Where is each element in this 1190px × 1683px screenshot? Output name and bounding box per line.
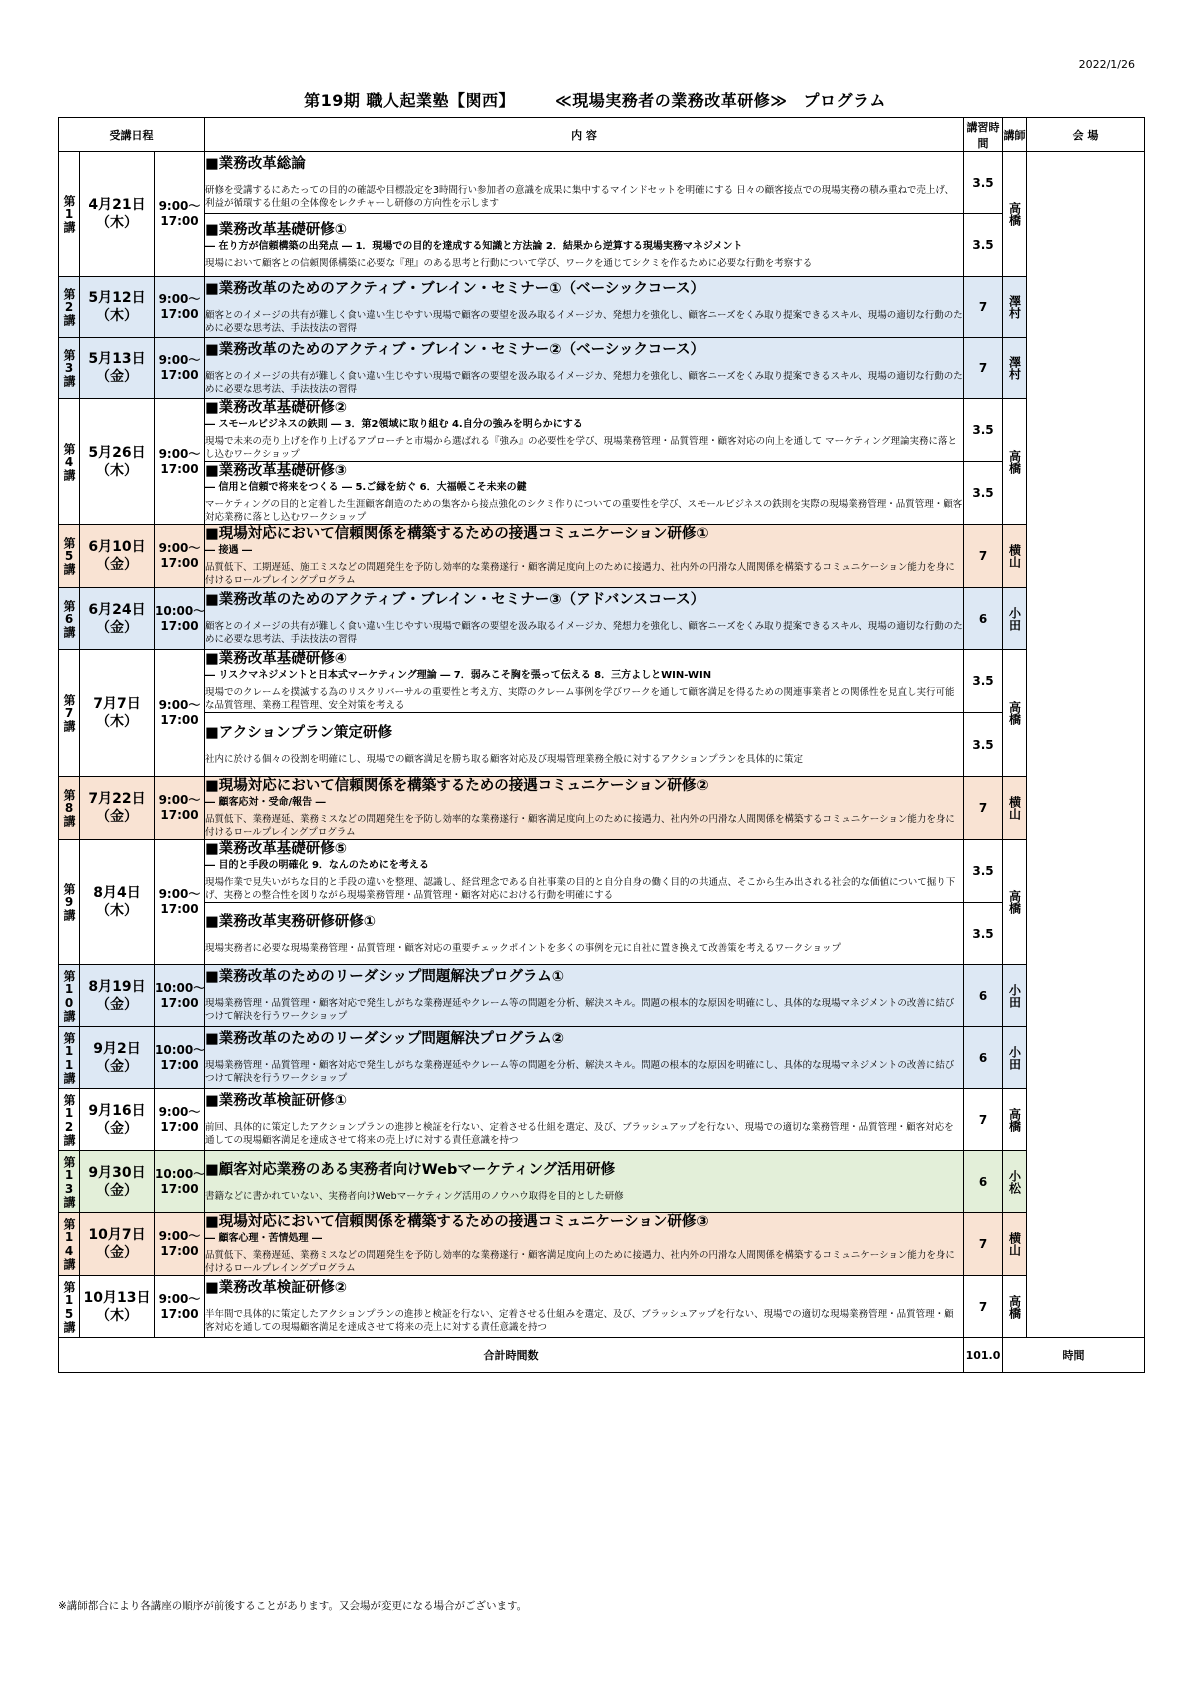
session-description: 現場業務管理・品質管理・顧客対応で発生しがちな業務遅延やクレーム等の問題を分析、解決スキル。問題の根本的な原因を明確にし、具体的な現場マネジメントの改善に結びつけて解決を行うワークショップ	[205, 998, 955, 1022]
session-title: ■アクションプラン策定研修	[205, 724, 392, 741]
session-content	[205, 1276, 964, 1338]
lecture-instructor: 高橋	[1003, 840, 1027, 965]
session-description: 品質低下、業務遅延、業務ミスなどの問題発生を予防し効率的な業務遂行・顧客満足度向上のために接遇力、社内外の円滑な人間関係を構築するコミュニケーション能力を身に付けるロールプレイングプログラム	[205, 1250, 955, 1274]
session-hours: 3.5	[964, 903, 1003, 965]
session-description: マーケティングの目的と定着した生涯顧客創造のための集客から接点強化のシクミ作りについての重要性を学び、スモールビジネスの鉄則を実際の現場業務管理・品質管理・顧客対応業務に落とし込むワークショップ	[205, 499, 963, 523]
lecture-instructor: 澤村	[1003, 277, 1027, 338]
lecture-date: 8月4日	[93, 885, 141, 901]
session-row	[59, 903, 1145, 965]
lecture-instructor: 高橋	[1003, 650, 1027, 777]
lecture-number: 第4講	[59, 399, 80, 525]
lecture-time: 9:00〜17:00	[155, 1213, 205, 1276]
session-title: ■業務改革基礎研修③	[205, 463, 347, 479]
lecture-date-cell	[80, 399, 155, 525]
session-hours: 6	[964, 1151, 1003, 1213]
lecture-time: 10:00〜17:00	[155, 1151, 205, 1213]
session-title: ■業務改革実務研修研修①	[205, 913, 376, 930]
session-hours: 7	[964, 777, 1003, 840]
session-hours: 3.5	[964, 840, 1003, 903]
total-row	[59, 1338, 1145, 1373]
lecture-day: （金）	[96, 1120, 138, 1137]
footnote: ※講師都合により各講座の順序が前後することがあります。又会場が変更になる場合がございます。	[58, 1600, 528, 1612]
session-hours: 3.5	[964, 462, 1003, 525]
lecture-date-cell	[80, 1089, 155, 1151]
lecture-date-cell	[80, 1027, 155, 1089]
session-hours: 6	[964, 965, 1003, 1027]
lecture-date: 6月24日	[88, 601, 146, 618]
lecture-day: （木）	[96, 903, 138, 919]
lecture-instructor: 小田	[1003, 965, 1027, 1027]
session-content	[205, 1027, 964, 1089]
title-part1: 第19期 職人起業塾【関西】	[304, 91, 515, 110]
lecture-day: （金）	[96, 1245, 138, 1261]
lecture-number: 第14講	[59, 1213, 80, 1276]
lecture-day: （金）	[96, 996, 138, 1013]
lecture-date-cell	[80, 338, 155, 399]
session-title: ■業務改革基礎研修⑤	[205, 841, 347, 857]
lecture-date: 9月2日	[93, 1040, 141, 1057]
lecture-instructor: 高橋	[1003, 399, 1027, 525]
session-title: ■業務改革基礎研修④	[205, 651, 347, 667]
total-label: 合計時間数	[59, 1338, 964, 1373]
session-title: ■業務改革検証研修①	[205, 1093, 347, 1109]
session-title: ■業務改革のためのリーダシップ問題解決プログラム①	[205, 969, 565, 985]
session-content	[205, 1213, 964, 1276]
lecture-instructor: 澤村	[1003, 338, 1027, 399]
lecture-number: 第2講	[59, 277, 80, 338]
lecture-number: 第15講	[59, 1276, 80, 1338]
session-description: 書籍などに書かれていない、実務者向けWebマーケティング活用のノウハウ取得を目的とした研修	[205, 1190, 624, 1202]
session-content	[205, 399, 964, 462]
session-hours: 6	[964, 1027, 1003, 1089]
session-content	[205, 525, 964, 588]
session-description: 半年間で具体的に策定したアクションプランの進捗と検証を行ない、定着させる仕組みを選定、及び、ブラッシュアップを行ない、現場での適切な現場業務管理・品質管理・顧客対応を通しての現場顧客満足を達成させて将来の売上に対する責任意識を持つ	[205, 1309, 954, 1333]
page-title	[0, 88, 1190, 111]
lecture-number: 第9講	[59, 840, 80, 965]
lecture-date-cell	[80, 840, 155, 965]
lecture-instructor: 小松	[1003, 1151, 1027, 1213]
lecture-time: 9:00〜17:00	[155, 840, 205, 965]
lecture-date-cell	[80, 588, 155, 650]
lecture-date-cell	[80, 965, 155, 1027]
session-content	[205, 277, 964, 338]
lecture-number: 第7講	[59, 650, 80, 777]
lecture-date: 8月19日	[88, 978, 146, 995]
lecture-date: 9月16日	[88, 1102, 146, 1119]
session-title: ■業務改革基礎研修②	[205, 400, 347, 416]
session-hours: 7	[964, 338, 1003, 399]
lecture-number: 第12講	[59, 1089, 80, 1151]
session-row	[59, 1151, 1145, 1213]
session-subtitle: ― スモールビジネスの鉄則 ― 3．第2領域に取り組む 4.自分の強みを明らかにする	[205, 419, 583, 430]
session-row	[59, 965, 1145, 1027]
lecture-time: 9:00〜17:00	[155, 1276, 205, 1338]
session-description: 顧客とのイメージの共有が難しく食い違い生じやすい現場で顧客の要望を汲み取るイメージカ、発想力を強化し、顧客ニーズをくみ取り提案できるスキル、現場の適切な行動のために必要な思考法、手法技法の習得	[205, 309, 963, 334]
lecture-date-cell	[80, 277, 155, 338]
session-title: ■業務改革のためのリーダシップ問題解決プログラム②	[205, 1031, 565, 1047]
header-content: 内 容	[205, 118, 964, 152]
session-description: 研修を受講するにあたっての目的の確認や目標設定を3時間行い参加者の意識を成果に集中するマインドセットを明確にする 日々の顧客接点での現場実務の積み重ねで売上げ、利益が循環する仕組の全体像をレクチャーし研修の方向性を示します	[205, 185, 954, 209]
lecture-number: 第3講	[59, 338, 80, 399]
lecture-number: 第11講	[59, 1027, 80, 1089]
lecture-instructor: 横山	[1003, 525, 1027, 588]
lecture-time: 9:00〜17:00	[155, 525, 205, 588]
lecture-date-cell	[80, 525, 155, 588]
session-content	[205, 214, 964, 277]
lecture-number: 第1講	[59, 152, 80, 277]
session-row	[59, 462, 1145, 525]
session-hours: 7	[964, 277, 1003, 338]
session-subtitle: ― 接遇 ―	[205, 545, 252, 556]
session-content	[205, 903, 964, 965]
session-title: ■現場対応において信頼関係を構築するための接遇コミュニケーション研修②	[205, 778, 709, 794]
session-title: ■業務改革のためのアクティブ・ブレイン・セミナー②（ベーシックコース）	[205, 341, 705, 358]
lecture-date-cell	[80, 1276, 155, 1338]
header-row	[59, 118, 1145, 152]
lecture-date: 10月7日	[88, 1227, 146, 1243]
session-subtitle: ― 信用と信頼で将来をつくる ― 5.ご縁を紡ぐ 6．大福帳こそ未来の鍵	[205, 482, 527, 493]
lecture-instructor: 小田	[1003, 1027, 1027, 1089]
lecture-date: 9月30日	[88, 1164, 146, 1181]
lecture-instructor: 横山	[1003, 777, 1027, 840]
session-row	[59, 1276, 1145, 1338]
session-hours: 3.5	[964, 650, 1003, 713]
session-row	[59, 588, 1145, 650]
lecture-time: 10:00〜17:00	[155, 1027, 205, 1089]
lecture-day: （木）	[96, 714, 138, 730]
session-title: ■業務改革検証研修②	[205, 1280, 347, 1296]
lecture-date-cell	[80, 1213, 155, 1276]
lecture-time: 9:00〜17:00	[155, 399, 205, 525]
session-hours: 3.5	[964, 399, 1003, 462]
lecture-date-cell	[80, 650, 155, 777]
lecture-date: 5月12日	[88, 290, 146, 306]
lecture-time: 9:00〜17:00	[155, 152, 205, 277]
session-description: 現場で未来の売り上げを作り上げるアプローチと市場から選ばれる『強み』の必要性を学び、現場業務管理・品質管理・顧客対応の向上を通して マーケティング理論実務に落とし込むワークショップ	[205, 436, 958, 460]
total-unit: 時間	[1003, 1338, 1145, 1373]
session-content	[205, 777, 964, 840]
session-hours: 7	[964, 1089, 1003, 1151]
lecture-day: （金）	[96, 1182, 138, 1199]
lecture-instructor: 小田	[1003, 588, 1027, 650]
session-row	[59, 1089, 1145, 1151]
lecture-number: 第5講	[59, 525, 80, 588]
session-description: 現場でのクレームを撲滅する為のリスクリバーサルの重要性と考え方、実際のクレーム事例を学びワークを通して顧客満足を得るための関連事業者との関係性を見直し実行可能な品質管理、業務工程管理、安全対策を考える	[205, 687, 955, 711]
lecture-day: （木）	[96, 215, 138, 231]
session-subtitle: ― リスクマネジメントと日本式マーケティング理論 ― 7．弱みこそ胸を張って伝える 8．三方よしとWIN-WIN	[205, 670, 712, 681]
session-row	[59, 1213, 1145, 1276]
header-venue: 会 場	[1027, 118, 1145, 152]
session-hours: 7	[964, 1276, 1003, 1338]
session-title: ■顧客対応業務のある実務者向けWebマーケティング活用研修	[205, 1161, 616, 1178]
session-content	[205, 152, 964, 214]
session-content	[205, 462, 964, 525]
header-schedule: 受講日程	[59, 118, 205, 152]
lecture-day: （木）	[96, 1307, 138, 1324]
title-part3: プログラム	[803, 91, 886, 110]
session-hours: 6	[964, 588, 1003, 650]
session-hours: 3.5	[964, 713, 1003, 777]
lecture-day: （金）	[96, 809, 138, 825]
lecture-time: 10:00〜17:00	[155, 965, 205, 1027]
session-title: ■業務改革基礎研修①	[205, 221, 347, 238]
program-body	[59, 152, 1145, 1338]
session-row	[59, 650, 1145, 713]
session-description: 前回、具体的に策定したアクションプランの進捗と検証を行ない、定着させる仕組を選定、及び、ブラッシュアップを行ない、現場での適切な業務管理・品質管理・顧客対応を通しての現場顧客満足を達成させて将来の売上げに対する責任意識を持つ	[205, 1122, 954, 1146]
session-description: 現場作業で見失いがちな目的と手段の違いを整理、認識し、経営理念である自社事業の目的と自分自身の働く目的の共通点、そこから生み出される社会的な価値について掘り下げ、実務との整合性を図りながら現場業務管理・品質管理・顧客対応における行動を明確にする	[205, 877, 956, 901]
program-table	[58, 117, 1145, 1373]
lecture-date-cell	[80, 152, 155, 277]
session-row	[59, 152, 1145, 214]
session-subtitle: ― 顧客心理・苦情処理 ―	[205, 1233, 322, 1244]
lecture-date: 4月21日	[88, 197, 146, 213]
session-subtitle: ― 在り方が信頼構築の出発点 ― 1．現場での目的を達成する知識と方法論 2．結果から逆算する現場実務マネジメント	[205, 240, 743, 252]
lecture-instructor: 横山	[1003, 1213, 1027, 1276]
session-description: 品質低下、業務遅延、業務ミスなどの問題発生を予防し効率的な業務遂行・顧客満足度向上のために接遇力、社内外の円滑な人間関係を構築するコミュニケーション能力を身に付けるロールプレイングプログラム	[205, 814, 955, 838]
session-content	[205, 713, 964, 777]
session-hours: 7	[964, 1213, 1003, 1276]
lecture-number: 第6講	[59, 588, 80, 650]
session-row	[59, 399, 1145, 462]
session-row	[59, 713, 1145, 777]
session-row	[59, 525, 1145, 588]
session-description: 顧客とのイメージの共有が難しく食い違い生じやすい現場で顧客の要望を汲み取るイメージカ、発想力を強化し、顧客ニーズをくみ取り提案できるスキル、現場の適切な行動のために必要な思考法、手法技法の習得	[205, 621, 963, 645]
session-subtitle: ― 顧客応対・受命/報告 ―	[205, 797, 326, 808]
lecture-day: （金）	[96, 619, 138, 636]
session-row	[59, 277, 1145, 338]
lecture-date: 5月26日	[88, 444, 146, 461]
lecture-time: 9:00〜17:00	[155, 338, 205, 399]
session-content	[205, 338, 964, 399]
lecture-date: 10月13日	[83, 1289, 151, 1306]
lecture-day: （木）	[96, 308, 138, 324]
session-description: 現場において顧客との信頼関係構築に必要な『理』のある思考と行動について学び、ワークを通じてシクミを作るために必要な行動を考察する	[205, 257, 813, 269]
lecture-time: 9:00〜17:00	[155, 650, 205, 777]
session-row	[59, 214, 1145, 277]
lecture-date: 7月7日	[93, 696, 141, 712]
session-title: ■業務改革総論	[205, 156, 306, 172]
lecture-date-cell	[80, 1151, 155, 1213]
session-title: ■業務改革のためのアクティブ・ブレイン・セミナー③（アドバンスコース）	[205, 592, 706, 608]
session-row	[59, 777, 1145, 840]
session-title: ■現場対応において信頼関係を構築するための接遇コミュニケーション研修①	[205, 526, 709, 542]
lecture-instructor: 高橋	[1003, 1276, 1027, 1338]
session-subtitle: ― 目的と手段の明確化 9．なんのためにを考える	[205, 860, 429, 871]
document-date: 2022/1/26	[1078, 58, 1135, 71]
session-row	[59, 1027, 1145, 1089]
lecture-date: 7月22日	[88, 791, 146, 807]
session-description: 現場実務者に必要な現場業務管理・品質管理・顧客対応の重要チェックポイントを多くの事例を元に自社に置き換えて改善策を考えるワークショップ	[205, 942, 842, 954]
lecture-instructor: 高橋	[1003, 152, 1027, 277]
session-content	[205, 1089, 964, 1151]
session-content	[205, 965, 964, 1027]
session-content	[205, 650, 964, 713]
title-part2: ≪現場実務者の業務改革研修≫	[554, 91, 788, 110]
lecture-number: 第13講	[59, 1151, 80, 1213]
session-content	[205, 840, 964, 903]
session-hours: 3.5	[964, 214, 1003, 277]
lecture-date: 6月10日	[88, 539, 146, 555]
session-row	[59, 840, 1145, 903]
session-description: 品質低下、工期遅延、施工ミスなどの問題発生を予防し効率的な業務遂行・顧客満足度向上のために接遇力、社内外の円滑な人間関係を構築するコミュニケーション能力を身に付けるロールプレイングプログラム	[205, 562, 955, 586]
lecture-number: 第10講	[59, 965, 80, 1027]
lecture-time: 10:00〜17:00	[155, 588, 205, 650]
session-content	[205, 588, 964, 650]
session-title: ■現場対応において信頼関係を構築するための接遇コミュニケーション研修③	[205, 1214, 709, 1230]
session-title: ■業務改革のためのアクティブ・ブレイン・セミナー①（ベーシックコース）	[205, 280, 705, 297]
session-hours: 7	[964, 525, 1003, 588]
lecture-time: 9:00〜17:00	[155, 777, 205, 840]
session-row	[59, 338, 1145, 399]
lecture-number: 第8講	[59, 777, 80, 840]
total-hours: 101.0	[964, 1338, 1003, 1373]
lecture-time: 9:00〜17:00	[155, 277, 205, 338]
session-hours: 3.5	[964, 152, 1003, 214]
session-content	[205, 1151, 964, 1213]
lecture-day: （金）	[96, 1058, 138, 1075]
lecture-day: （木）	[96, 462, 138, 479]
header-instructor: 講師	[1003, 118, 1027, 152]
lecture-date: 5月13日	[88, 351, 146, 367]
header-hours: 講習時間	[964, 118, 1003, 152]
lecture-time: 9:00〜17:00	[155, 1089, 205, 1151]
lecture-day: （金）	[96, 369, 138, 385]
session-description: 顧客とのイメージの共有が難しく食い違い生じやすい現場で顧客の要望を汲み取るイメージカ、発想力を強化し、顧客ニーズをくみ取り提案できるスキル、現場の適切な行動のために必要な思考法、手法技法の習得	[205, 370, 963, 395]
venue-cell	[1027, 152, 1145, 1338]
session-description: 社内に於ける個々の役割を明確にし、現場での顧客満足を勝ち取る顧客対応及び現場管理業務全般に対するアクションプランを具体的に策定	[205, 753, 804, 765]
lecture-date-cell	[80, 777, 155, 840]
lecture-instructor: 高橋	[1003, 1089, 1027, 1151]
lecture-day: （金）	[96, 557, 138, 573]
session-description: 現場業務管理・品質管理・顧客対応で発生しがちな業務遅延やクレーム等の問題を分析、解決スキル。問題の根本的な原因を明確にし、具体的な現場マネジメントの改善に結びつけて解決を行うワークショップ	[205, 1060, 955, 1084]
